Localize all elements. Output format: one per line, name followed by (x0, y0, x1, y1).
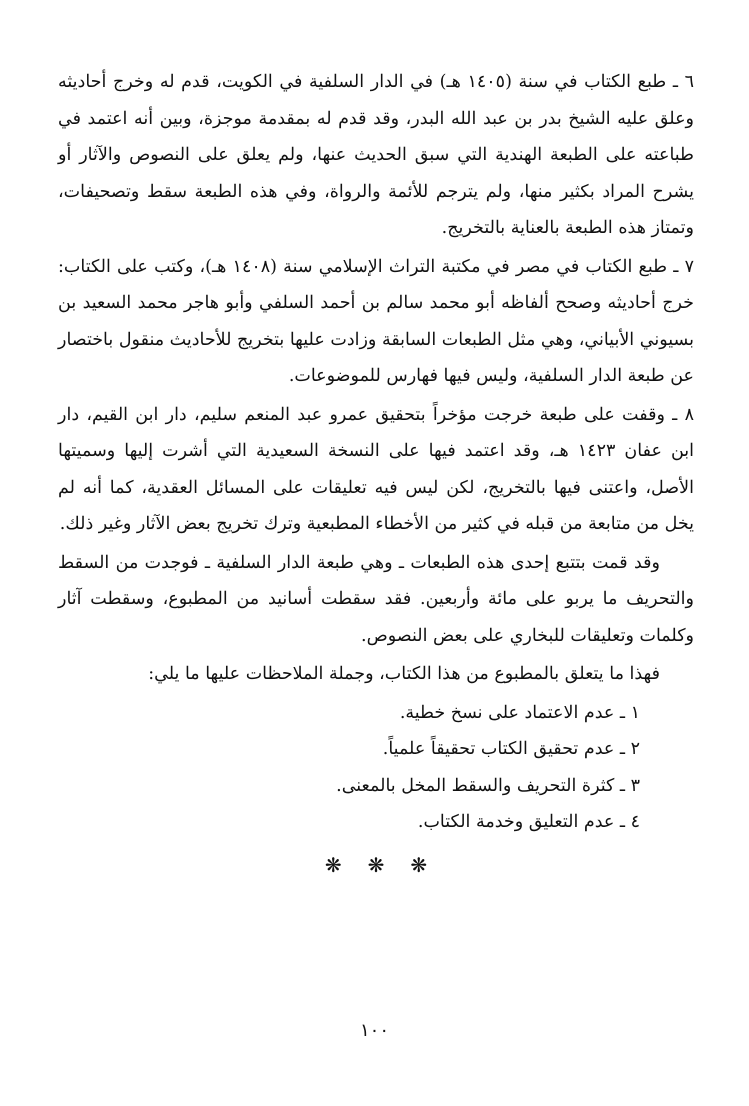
list-item: ١ ـ عدم الاعتماد على نسخ خطية. (399, 702, 640, 723)
asterism-icon: ❋ (324, 852, 342, 877)
section-separator (58, 845, 694, 885)
paragraph-edition-8: ٨ ـ وقفت على طبعة خرجت مؤخراً بتحقيق عمرو عبد المنعم سليم، دار ابن القيم، دار ابن عفان ١٤٢٣ هـ، وقد اعتمد فيها على النسخة السعيدية التي أشرت إليها وسميتها الأصل، واعتنى فيها بالتخريج، لكن ليس فيه تعليقات على المسائل العقدية، كما أنه لم يخل من متابعة من قبله في كثير من الأخطاء المطبعية وترك تخريج بعض الآثار وغير ذلك. (58, 404, 694, 534)
paragraph-errors-review: وقد قمت بتتبع إحدى هذه الطبعات ـ وهي طبعة الدار السلفية ـ فوجدت من السقط والتحريف ما يربو على مائة وأربعين. فقد سقطت أسانيد من المطبوع، وسقطت آثار وكلمات وتعليقات للبخاري على بعض النصوص. (58, 552, 694, 646)
paragraph-edition-6: ٦ ـ طبع الكتاب في سنة (١٤٠٥ هـ) في الدار السلفية في الكويت، قدم له وخرج أحاديثه وعلق عليه الشيخ بدر بن عبد الله البدر، وقد قدم له بمقدمة موجزة، وبين أنه اعتمد في طباعته على الطبعة الهندية التي سبق الحديث عنها، ولم يعلق على النصوص والآثار أو يشرح المراد بكثير منها، ولم يترجم للأئمة والرواة، وفي هذه الطبعة سقط وتصحيفات، وتمتاز هذه الطبعة بالعناية بالتخريج. (58, 72, 694, 238)
list-item: ٢ ـ عدم تحقيق الكتاب تحقيقاً علمياً. (382, 739, 640, 759)
page-number: ١٠٠ (359, 1020, 389, 1041)
paragraph-notes-intro: فهذا ما يتعلق بالمطبوع من هذا الكتاب، وجملة الملاحظات عليها ما يلي: (148, 664, 660, 684)
list-item: ٣ ـ كثرة التحريف والسقط المخل بالمعنى. (336, 775, 640, 796)
asterism-icon: ❋ (367, 852, 385, 877)
page-body (58, 64, 694, 885)
paragraph-edition-7: ٧ ـ طبع الكتاب في مصر في مكتبة التراث الإسلامي سنة (١٤٠٨ هـ)، وكتب على الكتاب: خرج أحاديثه وصحح ألفاظه أبو محمد سالم بن أحمد السلفي وأبو هاجر محمد السعيد بن بسيوني الأبياني، وهي مثل الطبعات السابقة وزادت عليها بتخريج للأحاديث منقول باختصار عن طبعة الدار السلفية، وليس فيها فهارس للموضوعات. (58, 256, 694, 386)
notes-list (58, 695, 694, 841)
asterism-icon: ❋ (410, 852, 428, 877)
list-item: ٤ ـ عدم التعليق وخدمة الكتاب. (417, 812, 640, 832)
